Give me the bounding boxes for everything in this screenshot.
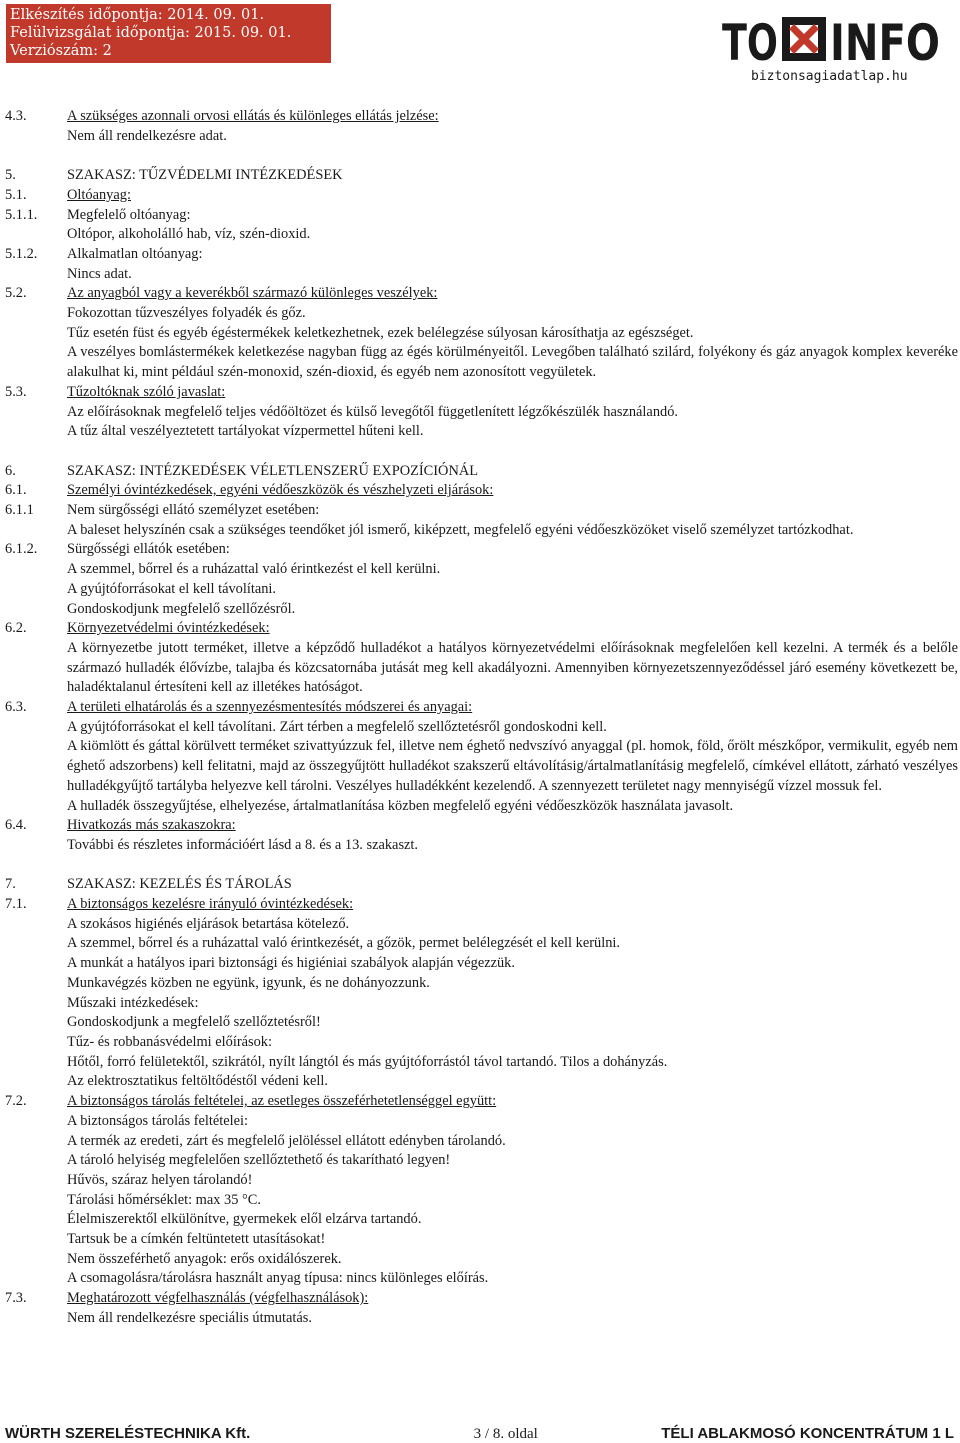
text-line (5, 1191, 958, 1211)
text-line (5, 639, 958, 698)
section-number: 6. (5, 462, 16, 479)
text-line (5, 954, 958, 974)
line-text: Tartsuk be a címkén feltüntetett utasításokat! (67, 1231, 326, 1248)
section-line (5, 107, 958, 127)
text-line (5, 1132, 958, 1152)
line-text: Alkalmatlan oltóanyag: (67, 245, 203, 262)
text-line (5, 1171, 958, 1191)
line-text: Hűvös, száraz helyen tárolandó! (67, 1171, 253, 1188)
text-line (5, 994, 958, 1014)
toxinfo-logo (722, 14, 942, 72)
footer-product: TÉLI ABLAKMOSÓ KONCENTRÁTUM 1 L (661, 1425, 954, 1442)
section-number: 5.1.1. (5, 206, 38, 223)
subsection-heading: Az anyagból vagy a keverékből származó különleges veszélyek: (67, 285, 438, 302)
line-text: A biztonságos tárolás feltételei: (67, 1112, 249, 1129)
section-number: 6.3. (5, 699, 27, 716)
text-line (5, 1072, 958, 1092)
section-number: 6.2. (5, 620, 27, 637)
line-text: A baleset helyszínén csak a szükséges teendőket jól ismerő, kiképzett, megfelelő egyéni védőeszközöket viselő személyzet tartózkodhat. (67, 521, 854, 538)
text-line (5, 934, 958, 954)
subsection-heading: Meghatározott végfelhasználás (végfelhasználások): (67, 1290, 369, 1307)
subsection-heading: Személyi óvintézkedések, egyéni védőeszközök és vészhelyzeti eljárások: (67, 482, 494, 499)
text-line (5, 324, 958, 344)
text-line (5, 718, 958, 738)
text-line (5, 127, 958, 147)
section-number: 5.2. (5, 285, 27, 302)
subsection-heading: Környezetvédelmi óvintézkedések: (67, 620, 270, 637)
text-line (5, 1151, 958, 1171)
section-line (5, 1092, 958, 1112)
text-line (5, 521, 958, 541)
version-number: Verziószám: 2 (10, 43, 112, 59)
line-text: A szokásos higiénés eljárások betartása kötelező. (67, 915, 350, 932)
section-number: 5.3. (5, 383, 27, 400)
section-line (5, 540, 958, 560)
section-line (5, 875, 958, 895)
line-text: A környezetbe jutott terméket, illetve a képződő hulladékot a hatályos környezetvédelmi előírásoknak megfelelően kell kezelni. A termék és a belőle származó hulladék élővízbe, talajba és közcsatornába jutását meg kell akadályozni. Amennyiben környezetszennyeződéssel járó esemény következett be, haladéktalanul értesíteni kell az illetékes hatóságot. (67, 639, 958, 696)
text-line (5, 580, 958, 600)
page-footer (5, 1425, 954, 1443)
line-text: A tűz által veszélyeztetett tartályokat vízpermettel hűteni kell. (67, 423, 424, 440)
svg-text:TO: TO (722, 14, 778, 72)
text-line (5, 1013, 958, 1033)
text-line (5, 1210, 958, 1230)
text-line (5, 1230, 958, 1250)
subsection-heading: Tűzoltóknak szóló javaslat: (67, 383, 226, 400)
text-line (5, 797, 958, 817)
line-text: Az előírásoknak megfelelő teljes védőöltözet és külső levegőtől függetlenített légzőkészülék használandó. (67, 403, 678, 420)
line-text: Munkavégzés közben ne együnk, igyunk, és ne dohányozzunk. (67, 974, 430, 991)
section-number: 7.3. (5, 1290, 27, 1307)
text-line (5, 1269, 958, 1289)
subsection-heading: A biztonságos kezelésre irányuló óvintézkedések: (67, 896, 354, 913)
text-line (5, 265, 958, 285)
subsection-heading: Hivatkozás más szakaszokra: (67, 817, 236, 834)
section-number: 6.4. (5, 817, 27, 834)
footer-company: WÜRTH SZERELÉSTECHNIKA Kft. (5, 1425, 251, 1442)
section-line (5, 284, 958, 304)
section-line (5, 166, 958, 186)
revised-date: Felülvizsgálat időpontja: 2015. 09. 01. (10, 25, 292, 41)
text-line (5, 422, 958, 442)
line-text: A tároló helyiség megfelelően szellőztethető és takarítható legyen! (67, 1152, 451, 1169)
line-text: Megfelelő oltóanyag: (67, 206, 191, 223)
text-line (5, 1053, 958, 1073)
text-line (5, 600, 958, 620)
blank-line (5, 146, 958, 166)
section-number: 6.1. (5, 482, 27, 499)
svg-text:INFO: INFO (830, 14, 940, 72)
line-text: Tárolási hőmérséklet: max 35 °C. (67, 1191, 261, 1208)
subsection-heading: A területi elhatárolás és a szennyezésmentesítés módszerei és anyagai: (67, 699, 473, 716)
line-text: Oltópor, alkoholálló hab, víz, szén-dioxid. (67, 226, 311, 243)
line-text: SZAKASZ: INTÉZKEDÉSEK VÉLETLENSZERŰ EXPOZÍCIÓNÁL (67, 462, 479, 479)
line-text: A hulladék összegyűjtése, elhelyezése, ártalmatlanítása közben megfelelő egyéni védőeszközök használata javasolt. (67, 797, 734, 814)
line-text: A termék az eredeti, zárt és megfelelő jelöléssel ellátott edényben tárolandó. (67, 1132, 506, 1149)
line-text: A veszélyes bomlástermékek keletkezése nagyban függ az égés körülményeitől. Levegőben található szilárd, folyékony és gáz anyagok komplex keveréke alakulhat ki, mint például szén-monoxid, szén-dioxid, és egyéb nem azonosított vegyületek. (67, 344, 958, 381)
blank-line (5, 442, 958, 462)
section-line (5, 462, 958, 482)
section-line (5, 383, 958, 403)
line-text: Fokozottan tűzveszélyes folyadék és gőz. (67, 305, 306, 322)
section-number: 5.1.2. (5, 245, 38, 262)
text-line (5, 343, 958, 382)
line-text: A csomagolásra/tárolásra használt anyag típusa: nincs különleges előírás. (67, 1270, 489, 1287)
line-text: Élelmiszerektől elkülönítve, gyermekek elől elzárva tartandó. (67, 1211, 422, 1228)
subsection-heading: A szükséges azonnali orvosi ellátás és különleges ellátás jelzése: (67, 108, 439, 124)
section-line (5, 619, 958, 639)
section-line (5, 1289, 958, 1309)
text-line (5, 974, 958, 994)
line-text: Tűz- és robbanásvédelmi előírások: (67, 1034, 272, 1050)
line-text: A kiömlött és gáttal körülvett terméket szivattyúzzuk fel, illetve nem éghető nedvszívó anyaggal (pl. homok, föld, őrölt mészkőpor, vermikulit, egyéb nem éghető adszorbens) kell felitatni, majd az összegyűjtött hulladékot szakszerű eltávolításig/ártalmatlanításig megfelelő, címkével ellátott, zárható veszélyes hulladékgyűjtő tartályba helyezve kell tárolni. Veszélyes hulladékként kezelendő. A szennyezett területet nagy mennyiségű vízzel mossuk fel. (67, 738, 958, 794)
line-text: Nem áll rendelkezésre adat. (67, 127, 227, 144)
section-number: 5. (5, 167, 16, 184)
line-text: SZAKASZ: TŰZVÉDELMI INTÉZKEDÉSEK (67, 167, 343, 184)
section-number: 6.1.2. (5, 541, 38, 558)
text-line (5, 225, 958, 245)
section-line (5, 501, 958, 521)
line-text: A munkát a hatályos ipari biztonsági és higiéniai szabályok alapján végezzük. (67, 955, 515, 972)
section-number: 5.1. (5, 186, 27, 203)
section-line (5, 245, 958, 265)
line-text: Gondoskodjunk a megfelelő szellőztetésről! (67, 1014, 321, 1031)
text-line (5, 1250, 958, 1270)
section-number: 7.2. (5, 1093, 27, 1110)
line-text: Nem áll rendelkezésre speciális útmutatás. (67, 1309, 312, 1326)
document-body (5, 107, 958, 1329)
line-text: Hőtől, forró felületektől, szikrától, nyílt lángtól és más gyújtóforrástól távol tartandó. Tilos a dohányzás. (67, 1053, 668, 1070)
section-number: 7. (5, 876, 16, 893)
line-text: A szemmel, bőrrel és a ruházattal való érintkezését, a gőzök, permet belélegzését el kell kerülni. (67, 935, 620, 952)
subsection-heading: A biztonságos tárolás feltételei, az esetleges összeférhetetlenséggel együtt: (67, 1093, 497, 1110)
line-text: A gyújtóforrásokat el kell távolítani. (67, 580, 277, 597)
line-text: Nem sürgősségi ellátó személyzet esetében: (67, 502, 320, 519)
line-text: A szemmel, bőrrel és a ruházattal való érintkezést el kell kerülni. (67, 561, 441, 578)
text-line (5, 1033, 958, 1053)
text-line (5, 836, 958, 856)
section-number: 6.1.1 (5, 502, 34, 519)
text-line (5, 915, 958, 935)
blank-line (5, 856, 958, 876)
section-line (5, 816, 958, 836)
text-line (5, 1112, 958, 1132)
line-text: Nincs adat. (67, 265, 132, 282)
document-meta-block (6, 4, 331, 63)
section-line (5, 186, 958, 206)
logo-website: biztonsagiadatlap.hu (751, 69, 908, 84)
section-line (5, 895, 958, 915)
line-text: Tűz esetén füst és egyéb égéstermékek keletkezhetnek, ezek belélegzése súlyosan károsíthatja az egészséget. (67, 324, 694, 341)
text-line (5, 560, 958, 580)
section-line (5, 206, 958, 226)
line-text: Műszaki intézkedések: (67, 994, 199, 1011)
section-number: 4.3. (5, 108, 27, 124)
line-text: Gondoskodjunk megfelelő szellőzésről. (67, 600, 296, 617)
line-text: Nem összeférhető anyagok: erős oxidálószerek. (67, 1250, 342, 1267)
line-text: Az elektrosztatikus feltöltődéstől védeni kell. (67, 1073, 328, 1090)
text-line (5, 403, 958, 423)
prepared-date: Elkészítés időpontja: 2014. 09. 01. (10, 7, 265, 23)
footer-page-number: 3 / 8. oldal (473, 1426, 538, 1442)
text-line (5, 304, 958, 324)
line-text: Sürgősségi ellátók esetében: (67, 541, 230, 558)
line-text: SZAKASZ: KEZELÉS ÉS TÁROLÁS (67, 876, 292, 893)
section-line (5, 698, 958, 718)
text-line (5, 737, 958, 796)
line-text: A gyújtóforrásokat el kell távolítani. Zárt térben a megfelelő szellőztetésről gondoskodni kell. (67, 718, 607, 735)
line-text: További és részletes információért lásd a 8. és a 13. szakaszt. (67, 836, 419, 853)
subsection-heading: Oltóanyag: (67, 186, 131, 203)
section-line (5, 481, 958, 501)
text-line (5, 1309, 958, 1329)
section-number: 7.1. (5, 896, 27, 913)
